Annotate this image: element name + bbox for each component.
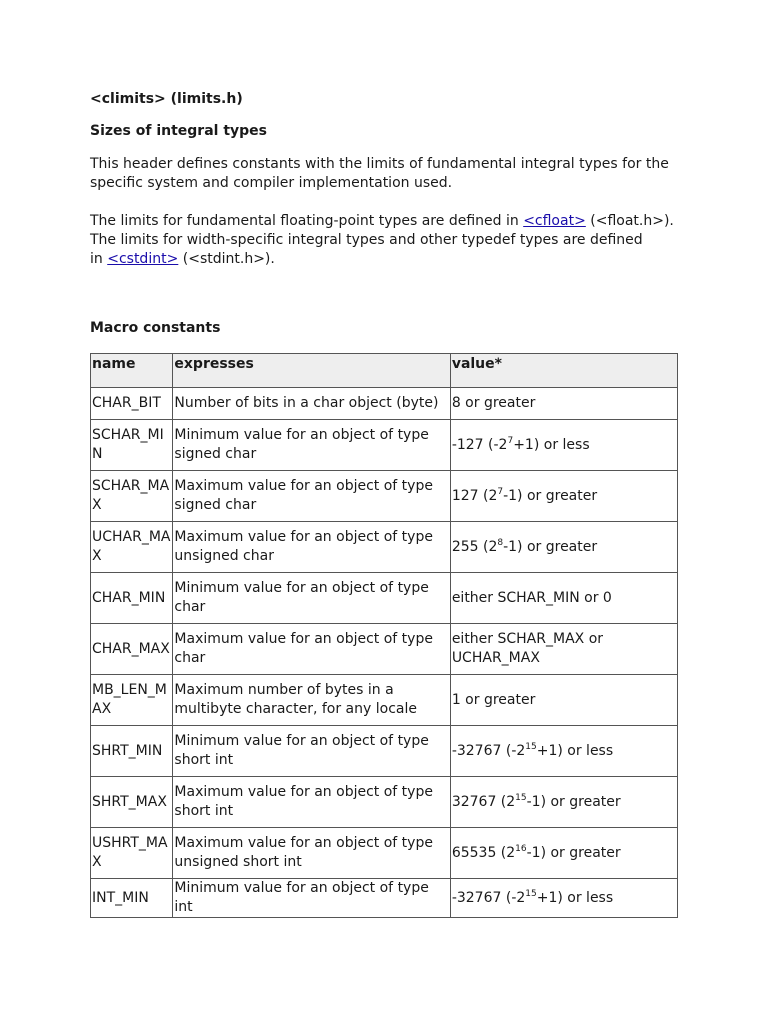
value-text: -32767 (-2 bbox=[451, 889, 526, 906]
related-headers-paragraph bbox=[90, 212, 680, 269]
section-heading: Macro constants bbox=[90, 320, 221, 336]
cfloat-link[interactable]: <cfloat> bbox=[523, 213, 586, 229]
constant-name: SHRT_MIN bbox=[91, 726, 173, 777]
floating-point-line bbox=[90, 212, 680, 231]
table-row bbox=[91, 522, 678, 573]
constant-description: Minimum value for an object of type int bbox=[173, 879, 450, 918]
constant-value bbox=[450, 420, 677, 471]
value-suffix: +1) or less bbox=[513, 436, 590, 453]
constant-description: Number of bits in a char object (byte) bbox=[173, 388, 450, 420]
cstdint-link[interactable]: <cstdint> bbox=[107, 251, 179, 267]
line1-suffix: (<float.h>). bbox=[585, 213, 674, 229]
constant-value bbox=[450, 624, 677, 675]
constant-description: Minimum value for an object of type short int bbox=[173, 726, 450, 777]
intro-paragraph: This header defines constants with the limits of fundamental integral types for the specific system and compiler implementation used. bbox=[90, 156, 669, 191]
header-value: value* bbox=[450, 354, 677, 388]
constant-description: Maximum value for an object of type char bbox=[173, 624, 450, 675]
value-text: 32767 (2 bbox=[451, 793, 516, 810]
width-specific-line: The limits for width-specific integral types and other typedef types are defined bbox=[90, 232, 643, 248]
value-suffix: +1) or less bbox=[536, 742, 614, 759]
table-row bbox=[91, 624, 678, 675]
constant-description: Maximum value for an object of type short int bbox=[173, 777, 450, 828]
value-text: 8 or greater bbox=[451, 395, 536, 411]
value-text: 65535 (2 bbox=[451, 844, 516, 861]
constant-description: Minimum value for an object of type signed char bbox=[173, 420, 450, 471]
constant-value bbox=[450, 726, 677, 777]
table-row bbox=[91, 675, 678, 726]
constant-name: USHRT_MAX bbox=[91, 828, 173, 879]
constant-value bbox=[450, 675, 677, 726]
header-name: name bbox=[91, 354, 173, 388]
table-row bbox=[91, 879, 678, 918]
stdint-line bbox=[90, 250, 680, 269]
page-title: <climits> (limits.h) bbox=[90, 91, 243, 107]
macro-constants-table bbox=[90, 353, 678, 918]
value-exponent: 7 bbox=[507, 435, 514, 446]
value-exponent: 7 bbox=[497, 486, 504, 497]
constant-value bbox=[450, 879, 677, 918]
value-suffix: -1) or greater bbox=[503, 538, 598, 555]
constant-name: INT_MIN bbox=[91, 879, 173, 918]
value-exponent: 8 bbox=[497, 537, 504, 548]
constant-name: SCHAR_MIN bbox=[91, 420, 173, 471]
value-exponent: 15 bbox=[525, 888, 537, 899]
header-expresses: expresses bbox=[173, 354, 450, 388]
table-row bbox=[91, 388, 678, 420]
line3-suffix: (<stdint.h>). bbox=[178, 251, 275, 267]
constant-value bbox=[450, 777, 677, 828]
table-row bbox=[91, 573, 678, 624]
value-text: either SCHAR_MAX or UCHAR_MAX bbox=[451, 631, 604, 666]
constant-description: Maximum value for an object of type signed char bbox=[173, 471, 450, 522]
constant-name: CHAR_MIN bbox=[91, 573, 173, 624]
value-text: -127 (-2 bbox=[451, 436, 508, 453]
constant-name: SCHAR_MAX bbox=[91, 471, 173, 522]
constant-value bbox=[450, 471, 677, 522]
table-row bbox=[91, 471, 678, 522]
value-exponent: 15 bbox=[515, 792, 527, 803]
constant-value bbox=[450, 573, 677, 624]
value-suffix: -1) or greater bbox=[503, 487, 598, 504]
page-subtitle: Sizes of integral types bbox=[90, 123, 267, 139]
table-row bbox=[91, 777, 678, 828]
table-header-row bbox=[91, 354, 678, 388]
constant-name: CHAR_BIT bbox=[91, 388, 173, 420]
value-text: 127 (2 bbox=[451, 487, 498, 504]
value-text: 1 or greater bbox=[451, 691, 536, 708]
constant-description: Maximum value for an object of type unsigned short int bbox=[173, 828, 450, 879]
constant-description: Minimum value for an object of type char bbox=[173, 573, 450, 624]
constant-description: Maximum number of bytes in a multibyte character, for any locale bbox=[173, 675, 450, 726]
value-text: either SCHAR_MIN or 0 bbox=[451, 589, 612, 606]
value-text: -32767 (-2 bbox=[451, 742, 526, 759]
constant-name: UCHAR_MAX bbox=[91, 522, 173, 573]
value-exponent: 15 bbox=[525, 741, 537, 752]
value-suffix: -1) or greater bbox=[526, 793, 621, 810]
constant-value bbox=[450, 522, 677, 573]
constant-value bbox=[450, 388, 677, 420]
constant-name: CHAR_MAX bbox=[91, 624, 173, 675]
line3-text: in bbox=[90, 251, 108, 267]
value-suffix: +1) or less bbox=[536, 889, 614, 906]
constant-description: Maximum value for an object of type unsigned char bbox=[173, 522, 450, 573]
line1-text: The limits for fundamental floating-point types are defined in bbox=[90, 213, 524, 229]
table-row bbox=[91, 726, 678, 777]
constant-name: SHRT_MAX bbox=[91, 777, 173, 828]
constant-name: MB_LEN_MAX bbox=[91, 675, 173, 726]
constant-value bbox=[450, 828, 677, 879]
value-text: 255 (2 bbox=[451, 538, 498, 555]
value-exponent: 16 bbox=[515, 843, 527, 854]
table-row bbox=[91, 828, 678, 879]
value-suffix: -1) or greater bbox=[526, 844, 621, 861]
table-row bbox=[91, 420, 678, 471]
